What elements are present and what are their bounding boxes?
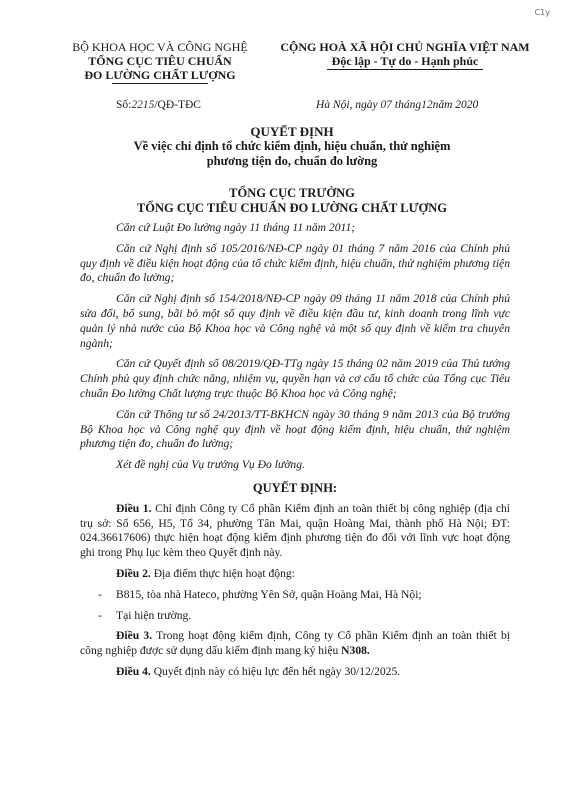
document-type: QUYẾT ĐỊNH: [250, 124, 334, 139]
location-item: [80, 588, 510, 603]
article-3-text: Trong hoạt động kiểm định, Công ty Cổ phần Kiểm định an toàn thiết bị công nghiệp được sử dụng dấu kiểm định mang ký hiệu: [80, 629, 511, 658]
legal-basis: Căn cứ Nghị định số 154/2018/NĐ-CP ngày 09 tháng 11 năm 2018 của Chính phủ sửa đổi, bổ sung, bãi bỏ một số quy định về điều kiện đầu tư, kinh doanh trong lĩnh vực quản lý nhà nước của Bộ Khoa học và Công nghệ và một số quy định về kiểm tra chuyên ngành;: [80, 292, 510, 350]
location-text: B815, tòa nhà Hateco, phường Yên Sở, quận Hoàng Mai, Hà Nội;: [116, 587, 422, 601]
authority-agency: TỔNG CỤC TIÊU CHUẨN ĐO LƯỜNG CHẤT LƯỢNG: [136, 201, 448, 215]
decision-heading: QUYẾT ĐỊNH:: [252, 480, 338, 495]
date-year: năm 2020: [432, 99, 479, 111]
document-title: [60, 124, 524, 169]
ministry-name: BỘ KHOA HỌC VÀ CÔNG NGHỆ: [72, 40, 248, 54]
subject-line-2: phương tiện đo, chuẩn đo lường: [206, 154, 378, 168]
article-2: [80, 567, 510, 582]
date-place: Hà Nội, ngày: [316, 99, 378, 111]
agency-name-line2: ĐO LƯỜNG CHẤT LƯỢNG: [84, 68, 236, 82]
subject-line-1: Về việc chỉ định tổ chức kiểm định, hiệu chuẩn, thử nghiệm: [133, 139, 451, 153]
doc-number-prefix: Số:: [116, 99, 132, 111]
verification-mark-symbol: N308.: [341, 644, 370, 658]
issue-date: [316, 99, 478, 111]
motto: Độc lập - Tự do - Hạnh phúc: [331, 54, 479, 68]
corner-handwritten-note: C1y: [534, 8, 550, 17]
dash-marker: -: [98, 608, 102, 622]
motto-underline: [327, 69, 483, 70]
article-1-text: Chỉ định Công ty Cổ phần Kiểm định an toàn thiết bị công nghiệp (địa chỉ trụ sở: Số 656, H5, Tổ 34, phường Tân Mai, quận Hoàng Mai, thành phố Hà Nội; ĐT: 024.36617606) thực hiện hoạt động kiểm định phương tiện đo đối với lĩnh vực hoạt động ghi trong Phụ lục kèm theo Quyết định này.: [80, 501, 510, 560]
legal-basis: Căn cứ Thông tư số 24/2013/TT-BKHCN ngày 30 tháng 9 năm 2013 của Bộ trưởng Bộ Khoa học và Công nghệ quy định về hoạt động kiểm định, hiệu chuẩn, thử nghiệm phương tiện đo, chuẩn đo lường;: [80, 407, 510, 451]
doc-number-handwritten: 2215: [131, 99, 155, 111]
authority-title: TỔNG CỤC TRƯỞNG: [229, 186, 355, 200]
recommendation-basis: Xét đề nghị của Vụ trưởng Vụ Đo lường.: [116, 458, 305, 472]
legal-basis: Căn cứ Nghị định số 105/2016/NĐ-CP ngày 01 tháng 7 năm 2016 của Chính phủ quy định về điều kiện hoạt động của tổ chức kiểm định, hiệu chuẩn, thử nghiệm phương tiện đo, chuẩn đo lường;: [80, 241, 510, 285]
article-1: [80, 502, 510, 561]
article-4: [80, 665, 510, 680]
date-month: 12: [421, 99, 433, 111]
article-2-label: Điều 2.: [116, 566, 151, 580]
article-1-label: Điều 1.: [116, 501, 152, 515]
agency-name-line1: TỔNG CỤC TIÊU CHUẨN: [88, 54, 232, 68]
issuing-authority: [60, 186, 524, 216]
article-4-label: Điều 4.: [116, 664, 151, 678]
legal-basis: Căn cứ Luật Đo lường ngày 11 tháng 11 năm 2011;: [116, 221, 356, 234]
location-text: Tại hiện trường.: [116, 608, 192, 622]
dash-marker: -: [98, 587, 102, 601]
document-body: [80, 221, 510, 686]
article-3-label: Điều 3.: [116, 629, 153, 643]
national-motto: [262, 40, 548, 70]
article-4-text: Quyết định này có hiệu lực đến hết ngày 30/12/2025.: [153, 664, 401, 678]
agency-underline: [112, 83, 208, 84]
article-3: [80, 629, 510, 659]
date-day: 07: [380, 99, 393, 111]
country-name: CỘNG HOÀ XÃ HỘI CHỦ NGHĨA VIỆT NAM: [280, 40, 530, 54]
document-header: [0, 40, 564, 120]
legal-basis: Căn cứ Quyết định số 08/2019/QĐ-TTg ngày 15 tháng 02 năm 2019 của Thủ tướng Chính phủ quy định chức năng, nhiệm vụ, quyền hạn và cơ cấu tổ chức của Tổng cục Tiêu chuẩn Đo lường Chất lượng trực thuộc Bộ Khoa học và Công nghệ;: [80, 357, 510, 400]
article-2-text: Địa điểm thực hiện hoạt động:: [153, 566, 295, 580]
date-month-word: tháng: [394, 99, 422, 111]
location-item: [80, 609, 510, 624]
doc-number-suffix: /QĐ-TĐC: [154, 99, 201, 111]
document-number: [116, 99, 201, 111]
issuing-agency: [62, 40, 258, 84]
